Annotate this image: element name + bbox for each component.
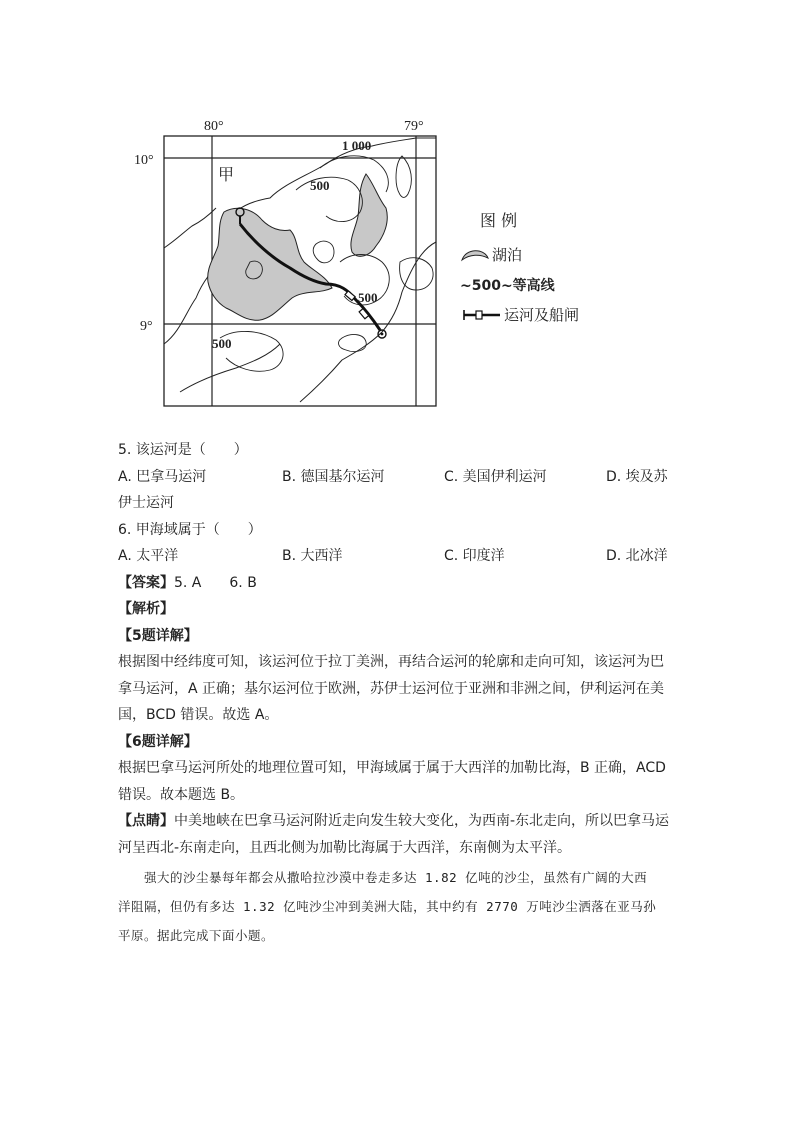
detail6-text: [118, 755, 678, 808]
answer-line: [118, 570, 678, 597]
sea-label-jia: 甲: [218, 165, 235, 184]
q6-stem: 6. 甲海域属于（ ）: [118, 521, 262, 538]
map-legend: [460, 211, 579, 324]
next-question-intro: [118, 863, 678, 950]
intro-line: 洋阻隔，但仍有多达 1.32 亿吨沙尘冲到美洲大陆，其中约有 2770 万吨沙尘洒落在亚马孙: [118, 899, 657, 914]
tip-line: 河呈西北-东南走向，且西北侧为加勒比海属于大西洋，东南侧为太平洋。: [118, 839, 572, 856]
canal-lock-south: [359, 309, 369, 319]
lon-label-80: 80°: [204, 119, 224, 134]
q6-options: [118, 543, 678, 570]
lat-label-9: 9°: [140, 319, 153, 334]
intro-line: 平原。据此完成下面小题。: [118, 928, 275, 943]
contour-label-500-east: 500: [358, 290, 378, 305]
tip-line: [118, 808, 678, 835]
tip-tag: 【点睛】: [118, 813, 174, 829]
detail6-tag: 【6题详解】: [118, 733, 198, 750]
answer-text: 5. A 6. B: [174, 574, 257, 591]
q5-option-b[interactable]: B. 德国基尔运河: [282, 468, 385, 485]
detail5-line: 拿马运河，A 正确；基尔运河位于欧洲，苏伊士运河位于亚洲和非洲之间，伊利运河在美: [118, 680, 665, 697]
canal-map: [120, 112, 600, 412]
lon-label-79: 79°: [404, 119, 424, 134]
tip-line-text: 中美地峡在巴拿马运河附近走向发生较大变化，为西南-东北走向，所以巴拿马运: [174, 813, 670, 829]
contour-label-500-south: 500: [212, 336, 232, 351]
q5-stem: 5. 该运河是（ ）: [118, 442, 248, 458]
q6-option-a[interactable]: A. 太平洋: [118, 548, 179, 564]
lake-legend-icon: [462, 251, 488, 260]
contour-1000: [320, 156, 388, 192]
legend-lake: 湖泊: [492, 246, 523, 264]
q6-option-b[interactable]: B. 大西洋: [282, 548, 343, 564]
lat-label-10: 10°: [134, 153, 154, 168]
contour-label-1000: 1 000: [342, 138, 372, 153]
analysis-tag: 【解析】: [118, 601, 174, 617]
q5-options: [118, 464, 678, 491]
intro-line: 强大的沙尘暴每年都会从撒哈拉沙漠中卷走多达 1.82 亿吨的沙尘，虽然有广阔的大西: [118, 870, 648, 885]
q5-option-d[interactable]: D. 埃及苏: [606, 468, 668, 485]
question-content: [118, 437, 678, 950]
detail5-line: 根据图中经纬度可知，该运河位于拉丁美洲，再结合运河的轮廓和走向可知，该运河为巴: [118, 654, 664, 670]
detail5-tag: 【5题详解】: [118, 627, 198, 644]
detail6-line: 错误。故本题选 B。: [118, 786, 245, 803]
detail5-text: [118, 649, 678, 729]
legend-canal: 运河及船闸: [504, 306, 580, 324]
q6-option-c[interactable]: C. 印度洋: [444, 548, 505, 564]
tip-text: [118, 808, 678, 861]
answer-tag: 【答案】: [118, 574, 174, 591]
q5-option-a[interactable]: A. 巴拿马运河: [118, 468, 207, 485]
legend-contour: ~500~等高线: [460, 278, 555, 294]
lake-gatun: [208, 208, 332, 320]
legend-title: 图 例: [480, 211, 518, 230]
contour-label-500-north: 500: [310, 178, 330, 193]
q5-option-c[interactable]: C. 美国伊利运河: [444, 468, 547, 485]
detail6-line: 根据巴拿马运河所处的地理位置可知，甲海域属于属于大西洋的加勒比海，B 正确，ACD: [118, 760, 666, 776]
detail5-line: 国，BCD 错误。故选 A。: [118, 707, 279, 723]
q5-option-d-continued: 伊士运河: [118, 495, 174, 511]
q6-option-d[interactable]: D. 北冰洋: [606, 548, 668, 564]
